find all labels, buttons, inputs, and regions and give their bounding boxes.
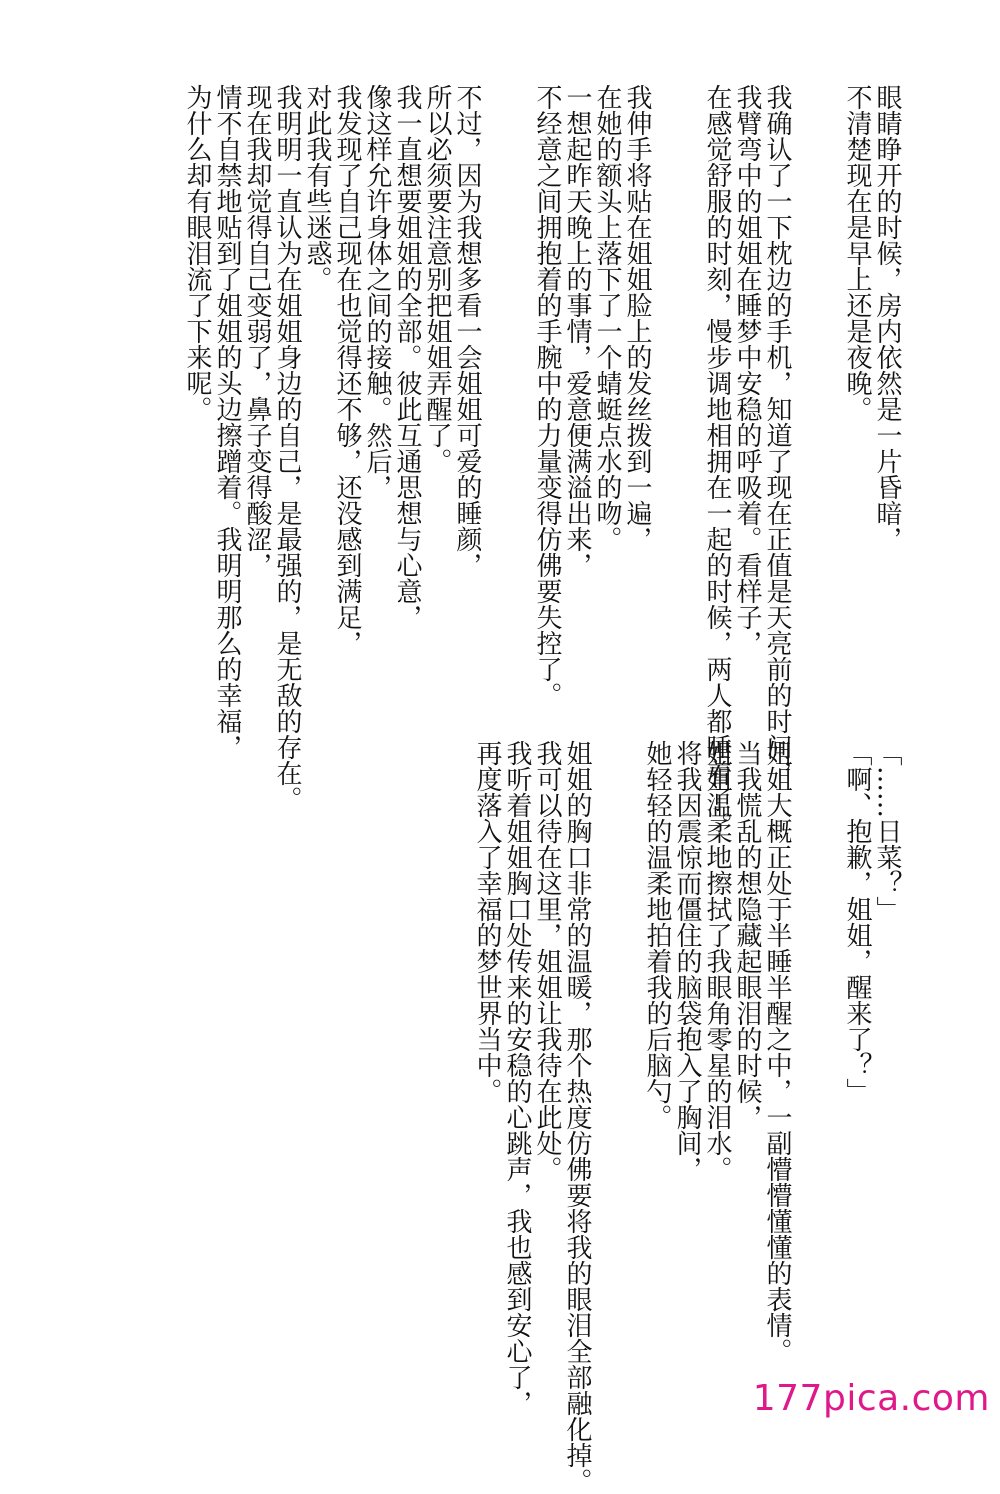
top-paragraph-4-line-3: 我一直想要姐姐的全部。彼此互通思想与心意， <box>392 84 422 630</box>
top-paragraph-3-line-2: 在她的额头上落下了一个蜻蜓点水的吻。 <box>592 84 622 552</box>
top-paragraph-4-line-4: 像这样允许身体之间的接触。然后， <box>362 84 392 500</box>
bottom-paragraph-3-line-2: 我可以待在这里，姐姐让我待在此处。 <box>532 740 562 1182</box>
top-paragraph-4-line-8: 现在我却觉得自己变弱了，鼻子变得酸涩， <box>242 84 272 578</box>
bottom-paragraph-3-line-3: 我听着姐姐胸口处传来的安稳的心跳声，我也感到安心了， <box>502 740 532 1416</box>
watermark-text: 177pica.com <box>752 1378 990 1419</box>
top-paragraph-2-line-3: 在感觉舒服的时刻，慢步调地相拥在一起的时候，两人都睡着了。 <box>702 84 732 838</box>
top-paragraph-2-line-2: 我臂弯中的姐姐在睡梦中安稳的呼吸着。看样子， <box>732 84 762 656</box>
top-paragraph-4-line-5: 我发现了自己现在也觉得还不够，还没感到满足， <box>332 84 362 656</box>
top-paragraph-4-line-2: 所以必须要注意别把姐姐弄醒了。 <box>422 84 452 474</box>
top-paragraph-3-line-3: 一想起昨天晚上的事情，爱意便满溢出来， <box>562 84 592 578</box>
bottom-paragraph-2-line-4: 将我因震惊而僵住的脑袋抱入了胸间， <box>672 740 702 1182</box>
bottom-paragraph-1-line-2: 「啊、抱歉，姐姐，醒来了？」 <box>842 740 872 1104</box>
top-paragraph-4-line-1: 不过，因为我想多看一会姐姐可爱的睡颜， <box>452 84 482 578</box>
top-paragraph-3-line-4: 不经意之间拥抱着的手腕中的力量变得仿佛要失控了。 <box>532 84 562 708</box>
bottom-paragraph-1-line-1: 「……日菜？」 <box>872 740 902 922</box>
top-paragraph-3-line-1: 我伸手将贴在姐姐脸上的发丝拨到一遍， <box>622 84 652 552</box>
top-paragraph-4-line-7: 我明明一直认为在姐姐身边的自己，是最强的，是无敌的存在。 <box>272 84 302 812</box>
bottom-paragraph-2-line-5: 她轻轻的温柔地拍着我的后脑勺。 <box>642 740 672 1130</box>
bottom-paragraph-2-line-1: 姐姐大概正处于半睡半醒之中，一副懵懵懂懂的表情。 <box>762 740 792 1364</box>
top-paragraph-1-line-2: 不清楚现在是早上还是夜晚。 <box>842 84 872 422</box>
bottom-paragraph-3-line-1: 姐姐的胸口非常的温暖，那个热度仿佛要将我的眼泪全部融化掉。 <box>562 740 592 1494</box>
top-paragraph-2-line-1: 我确认了一下枕边的手机，知道了现在正值是天亮前的时间， <box>762 84 792 786</box>
bottom-paragraph-2-line-3: 姐姐温柔地擦拭了我眼角零星的泪水。 <box>702 740 732 1182</box>
top-paragraph-4-line-10: 为什么却有眼泪流了下来呢。 <box>182 84 212 422</box>
bottom-paragraph-3-line-4: 再度落入了幸福的梦世界当中。 <box>472 740 502 1104</box>
top-paragraph-4-line-6: 对此我有些迷惑。 <box>302 84 332 292</box>
top-paragraph-4-line-9: 情不自禁地贴到了姐姐的头边擦蹭着。我明明那么的幸福， <box>212 84 242 760</box>
top-paragraph-1-line-1: 眼睛睁开的时候，房内依然是一片昏暗， <box>872 84 902 552</box>
bottom-paragraph-2-line-2: 当我慌乱的想隐藏起眼泪的时候， <box>732 740 762 1130</box>
